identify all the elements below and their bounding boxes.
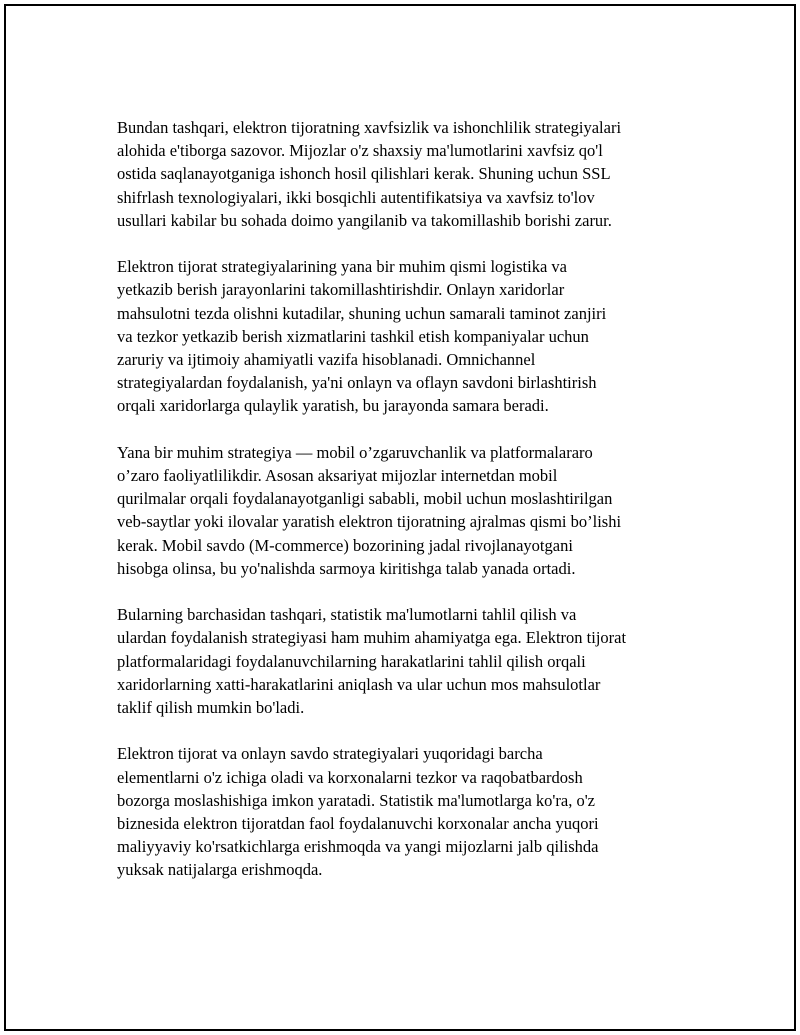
text-line: taklif qilish mumkin bo'ladi.: [117, 698, 305, 718]
paragraph-logistics: [117, 255, 692, 417]
text-line: platformalaridagi foydalanuvchilarning harakatlarini tahlil qilish orqali: [117, 651, 586, 671]
paragraph-security: [117, 116, 692, 232]
text-line: Yana bir muhim strategiya — mobil o’zgaruvchanlik va platformalararo: [117, 442, 593, 462]
text-line: qurilmalar orqali foydalanayotganligi sababli, mobil uchun moslashtirilgan: [117, 489, 613, 509]
text-line: Elektron tijorat va onlayn savdo strategiyalari yuqoridagi barcha: [117, 744, 543, 764]
text-line: Bundan tashqari, elektron tijoratning xavfsizlik va ishonchlilik strategiyalari: [117, 118, 622, 137]
text-line: Bularning barchasidan tashqari, statistik ma'lumotlarni tahlil qilish va: [117, 605, 577, 625]
text-line: zaruriy va ijtimoiy ahamiyatli vazifa hisoblanadi. Omnichannel: [117, 350, 536, 370]
paragraph-analytics: [117, 603, 692, 719]
text-line: strategiyalardan foydalanish, ya'ni onlayn va oflayn savdoni birlashtirish: [117, 373, 597, 393]
text-line: orqali xaridorlarga qulaylik yaratish, bu jarayonda samara beradi.: [117, 396, 549, 416]
text-line: Elektron tijorat strategiyalarining yana bir muhim qismi logistika va: [117, 257, 567, 277]
text-line: xaridorlarning xatti-harakatlarini aniqlash va ular uchun mos mahsulotlar: [117, 674, 601, 694]
text-line: yetkazib berish jarayonlarini takomillashtirishdir. Onlayn xaridorlar: [117, 280, 565, 300]
text-line: alohida e'tiborga sazovor. Mijozlar o'z shaxsiy ma'lumotlarini xavfsiz qo'l: [117, 141, 603, 161]
text-line: ulardan foydalanish strategiyasi ham muhim ahamiyatga ega. Elektron tijorat: [117, 628, 627, 648]
document-body: [117, 116, 692, 882]
text-line: bozorga moslashishiga imkon yaratadi. Statistik ma'lumotlarga ko'ra, o'z: [117, 790, 596, 810]
text-line: hisobga olinsa, bu yo'nalishda sarmoya kiritishga talab yanada ortadi.: [117, 558, 576, 578]
text-line: ostida saqlanayotganiga ishonch hosil qilishlari kerak. Shuning uchun SSL: [117, 164, 611, 184]
text-line: va tezkor yetkazib berish xizmatlarini tashkil etish kompaniyalar uchun: [117, 326, 589, 346]
paragraph-conclusion: [117, 742, 692, 881]
text-line: maliyyaviy ko'rsatkichlarga erishmoqda va yangi mijozlarni jalb qilishda: [117, 837, 599, 857]
text-line: yuksak natijalarga erishmoqda.: [117, 860, 323, 880]
text-line: elementlarni o'z ichiga oladi va korxonalarni tezkor va raqobatbardosh: [117, 767, 583, 787]
text-line: veb-saytlar yoki ilovalar yaratish elektron tijoratning ajralmas qismi bo’lishi: [117, 512, 622, 532]
text-line: shifrlash texnologiyalari, ikki bosqichli autentifikatsiya va xavfsiz to'lov: [117, 187, 595, 207]
text-line: kerak. Mobil savdo (M-commerce) bozorining jadal rivojlanayotgani: [117, 535, 573, 555]
paragraph-mobile: [117, 441, 692, 580]
text-line: usullari kabilar bu sohada doimo yangilanib va takomillashib borishi zarur.: [117, 210, 612, 230]
text-line: mahsulotni tezda olishni kutadilar, shuning uchun samarali taminot zanjiri: [117, 303, 607, 323]
text-line: biznesida elektron tijoratdan faol foydalanuvchi korxonalar ancha yuqori: [117, 814, 599, 834]
text-line: o’zaro faoliyatlilikdir. Asosan aksariyat mijozlar internetdan mobil: [117, 466, 558, 486]
